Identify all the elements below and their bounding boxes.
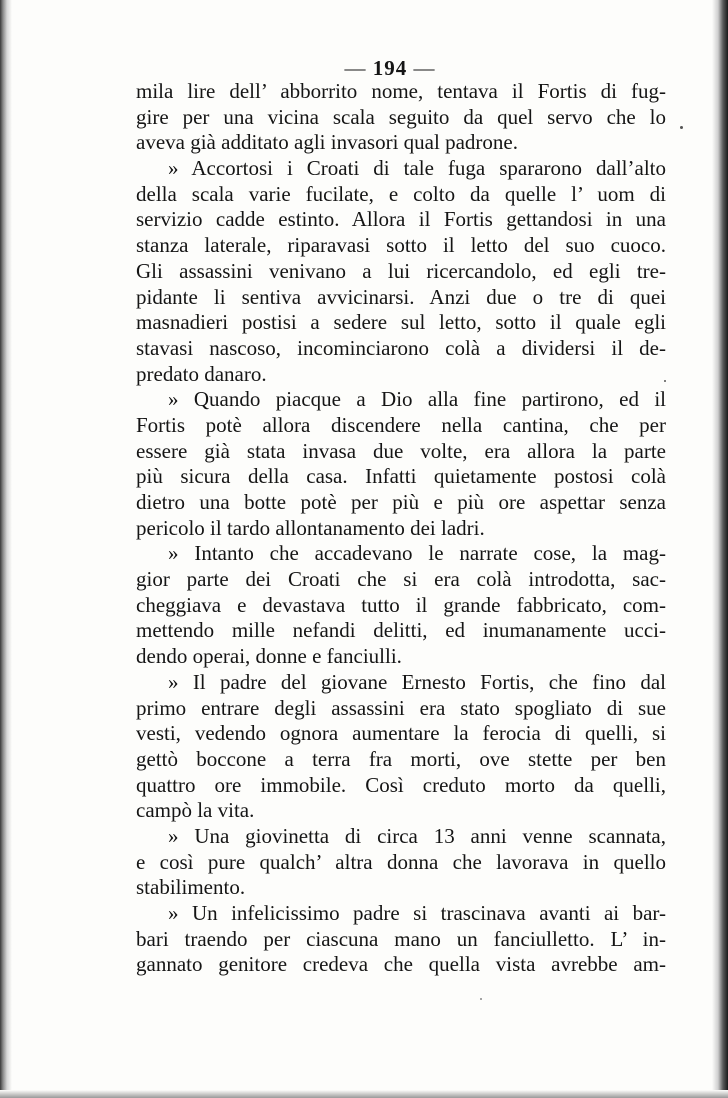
bottom-edge-shadow	[0, 1090, 728, 1098]
text-line: più sicura della casa. Infatti quietamente postosi colà	[136, 464, 666, 489]
print-speck	[680, 126, 683, 129]
page-number	[0, 56, 728, 81]
text-line: cheggiava e devastava tutto il grande fabbricato, com-	[136, 592, 666, 617]
text-line: » Accortosi i Croati di tale fuga spararono dall’alto	[168, 156, 666, 181]
page-number-prefix: —	[344, 56, 373, 80]
binding-shadow	[0, 0, 12, 1098]
text-line: » Il padre del giovane Ernesto Fortis, che fino dal	[168, 669, 666, 694]
text-line: » Intanto che accadevano le narrate cose, la mag-	[168, 541, 666, 566]
text-line: servizio cadde estinto. Allora il Fortis gettandosi in una	[136, 207, 666, 232]
text-line: e così pure qualch’ altra donna che lavorava in quello	[136, 849, 666, 874]
page-edge-shadow	[712, 0, 728, 1098]
text-line: Fortis potè allora discendere nella cantina, che per	[136, 412, 666, 437]
text-line: stabilimento.	[136, 875, 246, 900]
text-line: pericolo il tardo allontanamento dei ladri.	[136, 515, 485, 540]
text-line: gire per una vicina scala seguito da quel servo che lo	[136, 104, 666, 129]
page-number-suffix: —	[407, 56, 436, 80]
text-line: stavasi nascoso, incominciarono colà a dividersi il de-	[136, 335, 666, 360]
text-line: » Una giovinetta di circa 13 anni venne scannata,	[168, 823, 666, 848]
text-line: mila lire dell’ abborrito nome, tentava il Fortis di fug-	[136, 79, 666, 103]
page-number-value: 194	[372, 56, 408, 80]
text-line: predato danaro.	[136, 361, 267, 386]
text-line: bari traendo per ciascuna mano un fanciulletto. L’ in-	[136, 926, 666, 951]
text-line: gettò boccone a terra fra morti, ove stette per ben	[136, 746, 666, 771]
text-line: gannato genitore credeva che quella vista avrebbe am-	[136, 952, 666, 977]
text-line: masnadieri postisi a sedere sul letto, sotto il quale egli	[136, 310, 666, 335]
print-speck	[664, 380, 666, 382]
text-line: dendo operai, donne e fanciulli.	[136, 644, 402, 669]
text-line: Gli assassini venivano a lui ricercandolo, ed egli tre-	[136, 258, 666, 283]
text-line: stanza laterale, riparavasi sotto il letto del suo cuoco.	[136, 233, 666, 258]
text-line: della scala varie fucilate, e colto da quelle l’ uom di	[136, 181, 666, 206]
text-line: pidante li sentiva avvicinarsi. Anzi due o tre di quei	[136, 284, 666, 309]
text-line: » Quando piacque a Dio alla fine partirono, ed il	[168, 387, 666, 412]
text-line: aveva già additato agli invasori qual padrone.	[136, 130, 518, 155]
text-line: gior parte dei Croati che si era colà introdotta, sac-	[136, 567, 666, 592]
print-speck	[480, 998, 482, 1000]
text-line: essere già stata invasa due volte, era allora la parte	[136, 438, 666, 463]
text-line: mettendo mille nefandi delitti, ed inumanamente ucci-	[136, 618, 666, 643]
text-line: dietro una botte potè per più e più ore aspettar senza	[136, 490, 666, 514]
text-line: vesti, vedendo ognora aumentare la ferocia di quelli, si	[136, 721, 666, 746]
body-text	[136, 79, 666, 978]
text-line: campò la vita.	[136, 798, 255, 823]
text-line: primo entrare degli assassini era stato spogliato di sue	[136, 695, 666, 720]
text-line: quattro ore immobile. Così creduto morto da quelli,	[136, 772, 666, 797]
text-line: » Un infelicissimo padre si trascinava avanti ai bar-	[168, 901, 666, 925]
